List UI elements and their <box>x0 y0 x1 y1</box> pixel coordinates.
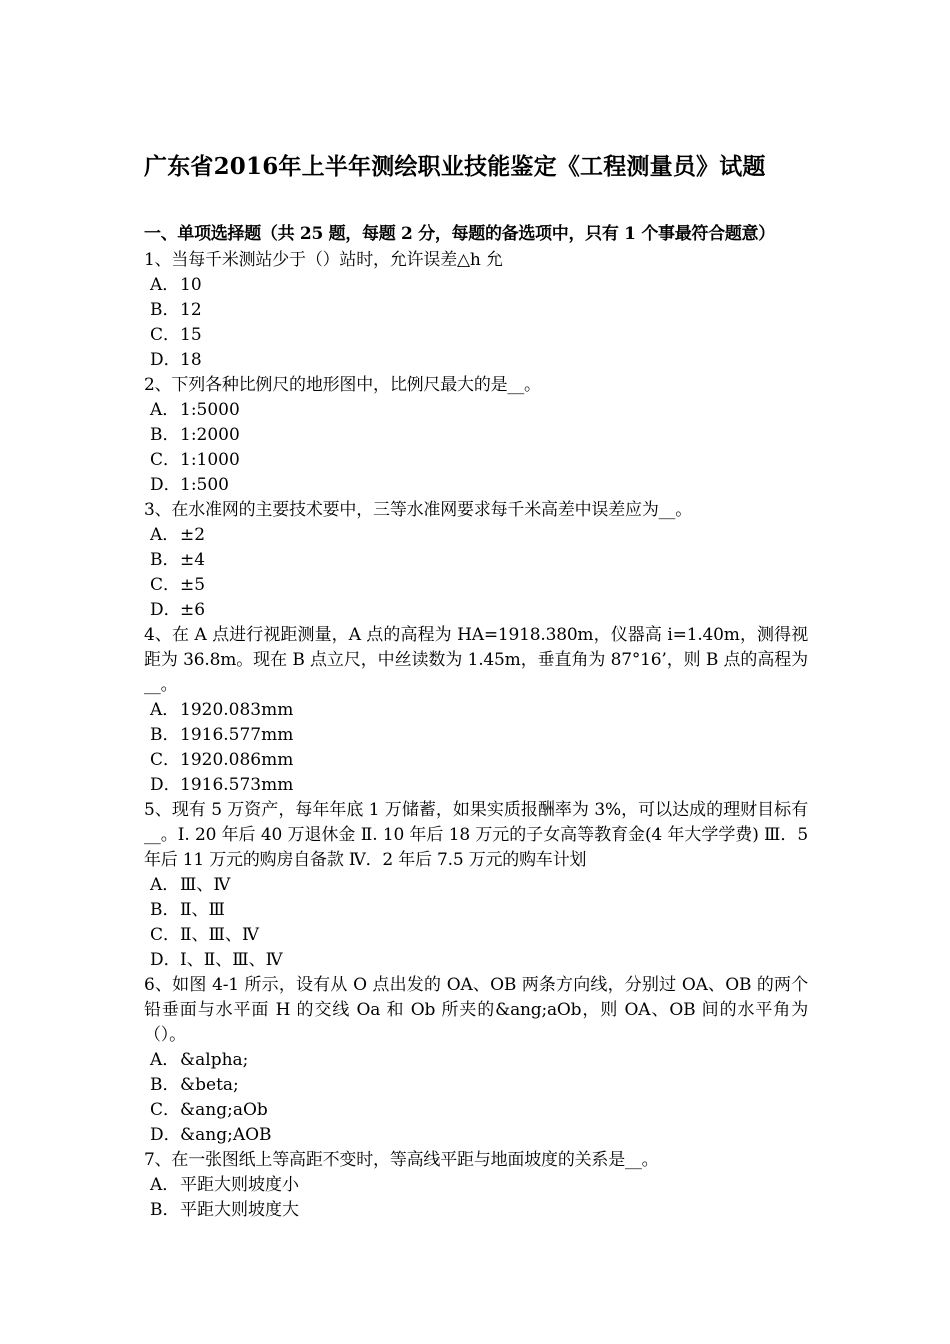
option-c <box>144 923 808 948</box>
option-text: Ⅱ、Ⅲ <box>180 900 225 920</box>
option-text: 12 <box>180 300 202 320</box>
option-letter: B． <box>150 725 180 745</box>
option-letter: D． <box>150 950 181 970</box>
option-text: 1920.086mm <box>180 750 294 770</box>
section-heading: 一、单项选择题（共 25 题，每题 2 分，每题的备选项中，只有 1 个事最符合题意） <box>144 224 775 244</box>
option-letter: A． <box>150 525 180 545</box>
option-d <box>144 773 808 798</box>
option-d <box>144 348 808 373</box>
option-letter: D． <box>150 600 181 620</box>
option-letter: C． <box>150 1100 181 1120</box>
option-letter: A． <box>150 1050 180 1070</box>
option-text: &ang;AOB <box>180 1125 272 1145</box>
question-stem: 6、如图 4-1 所示，设有从 O 点出发的 OA、OB 两条方向线，分别过 OA、OB 的两个铅垂面与水平面 H 的交线 Oa 和 Ob 所夹的&ang;aOb，则 OA、OB 间的水平角为（）。 <box>144 975 808 1045</box>
option-list <box>144 523 808 623</box>
option-letter: D． <box>150 350 181 370</box>
option-text: Ⅲ、Ⅳ <box>180 875 231 895</box>
option-b <box>144 723 808 748</box>
option-text: ±6 <box>180 600 206 620</box>
option-a <box>144 698 808 723</box>
question-2 <box>144 373 808 498</box>
option-text: ±5 <box>180 575 206 595</box>
question-6 <box>144 973 808 1148</box>
option-text: 1:2000 <box>180 425 240 445</box>
option-letter: B． <box>150 1200 180 1220</box>
option-text: 1:5000 <box>180 400 240 420</box>
option-a <box>144 1173 808 1198</box>
option-letter: C． <box>150 575 181 595</box>
option-text: 18 <box>180 350 202 370</box>
option-letter: D． <box>150 775 181 795</box>
option-b <box>144 898 808 923</box>
option-list <box>144 873 808 973</box>
question-stem: 3、在水准网的主要技术要中，三等水准网要求每千米高差中误差应为__。 <box>144 500 693 520</box>
option-d <box>144 948 808 973</box>
option-list <box>144 273 808 373</box>
option-letter: B． <box>150 900 180 920</box>
question-4 <box>144 623 808 798</box>
question-5 <box>144 798 808 973</box>
option-text: 平距大则坡度小 <box>180 1175 299 1195</box>
option-letter: D． <box>150 475 181 495</box>
question-1 <box>144 248 808 373</box>
question-stem: 2、下列各种比例尺的地形图中，比例尺最大的是__。 <box>144 375 541 395</box>
option-text: ±4 <box>180 550 206 570</box>
question-stem: 4、在 A 点进行视距测量，A 点的高程为 HA=1918.380m，仪器高 i=1.40m，测得视距为 36.8m。现在 B 点立尺，中丝读数为 1.45m，垂直角为 87°16’，则 B 点的高程为__。 <box>144 625 808 695</box>
option-a <box>144 273 808 298</box>
option-letter: D． <box>150 1125 181 1145</box>
option-list <box>144 1173 808 1223</box>
option-list <box>144 698 808 798</box>
option-c <box>144 748 808 773</box>
option-letter: A． <box>150 1175 180 1195</box>
option-c <box>144 323 808 348</box>
option-text: 1:1000 <box>180 450 240 470</box>
option-d <box>144 473 808 498</box>
option-letter: B． <box>150 425 180 445</box>
option-letter: C． <box>150 750 181 770</box>
option-a <box>144 1048 808 1073</box>
option-letter: B． <box>150 550 180 570</box>
option-letter: A． <box>150 400 180 420</box>
question-list <box>144 248 808 1223</box>
question-stem: 1、当每千米测站少于（）站时，允许误差△h 允 <box>144 250 503 270</box>
option-text: 15 <box>180 325 202 345</box>
option-b <box>144 1198 808 1223</box>
question-stem: 5、现有 5 万资产，每年年底 1 万储蓄，如果实质报酬率为 3%，可以达成的理财目标有__。Ⅰ. 20 年后 40 万退休金 Ⅱ. 10 年后 18 万元的子女高等教育金(4 年大学学费) Ⅲ．5 年后 11 万元的购房自备款 Ⅳ．2 年后 7.5 万元的购车计划 <box>144 800 808 870</box>
option-letter: A． <box>150 700 180 720</box>
option-a <box>144 398 808 423</box>
option-text: 1920.083mm <box>180 700 294 720</box>
option-letter: A． <box>150 275 180 295</box>
option-text: Ⅱ、Ⅲ、Ⅳ <box>180 925 259 945</box>
option-b <box>144 298 808 323</box>
option-b <box>144 1073 808 1098</box>
option-b <box>144 548 808 573</box>
question-stem: 7、在一张图纸上等高距不变时，等高线平距与地面坡度的关系是__。 <box>144 1150 659 1170</box>
option-d <box>144 598 808 623</box>
option-text: &beta; <box>180 1075 239 1095</box>
option-text: ±2 <box>180 525 206 545</box>
option-text: 10 <box>180 275 202 295</box>
option-list <box>144 398 808 498</box>
option-b <box>144 423 808 448</box>
option-text: 1:500 <box>180 475 229 495</box>
option-letter: C． <box>150 925 181 945</box>
option-text: &ang;aOb <box>180 1100 268 1120</box>
option-text: 1916.577mm <box>180 725 294 745</box>
option-letter: C． <box>150 450 181 470</box>
option-c <box>144 448 808 473</box>
document-title: 广东省2016年上半年测绘职业技能鉴定《工程测量员》试题 <box>144 153 766 180</box>
question-7 <box>144 1148 808 1223</box>
option-a <box>144 523 808 548</box>
option-d <box>144 1123 808 1148</box>
option-letter: B． <box>150 300 180 320</box>
option-letter: B． <box>150 1075 180 1095</box>
option-text: 平距大则坡度大 <box>180 1200 299 1220</box>
option-letter: C． <box>150 325 181 345</box>
option-text: Ⅰ、Ⅱ、Ⅲ、Ⅳ <box>180 950 283 970</box>
option-c <box>144 1098 808 1123</box>
option-a <box>144 873 808 898</box>
option-c <box>144 573 808 598</box>
option-letter: A． <box>150 875 180 895</box>
option-text: 1916.573mm <box>180 775 294 795</box>
option-list <box>144 1048 808 1148</box>
option-text: &alpha; <box>180 1050 249 1070</box>
question-3 <box>144 498 808 623</box>
